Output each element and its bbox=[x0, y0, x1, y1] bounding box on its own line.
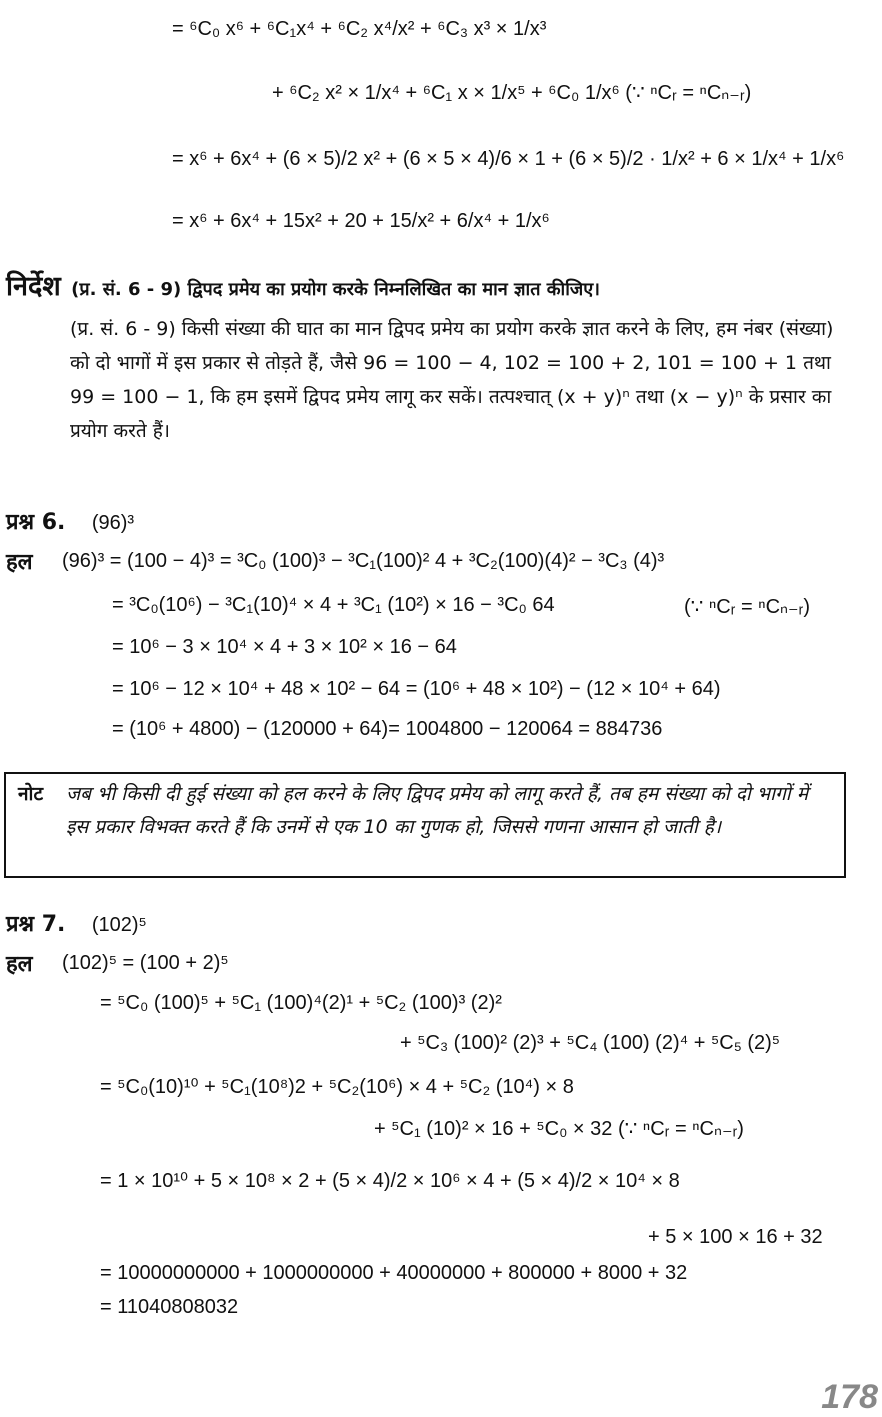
solution-6-line-3: = 10⁶ − 3 × 10⁴ × 4 + 3 × 10² × 16 − 64 bbox=[112, 636, 457, 658]
page-number: 178 bbox=[821, 1378, 878, 1416]
note-box bbox=[4, 772, 846, 878]
solution-7-line-3: + ⁵C₃ (100)² (2)³ + ⁵C₄ (100) (2)⁴ + ⁵C₅ (2)⁵ bbox=[400, 1032, 781, 1054]
solution-7-line-2: = ⁵C₀ (100)⁵ + ⁵C₁ (100)⁴(2)¹ + ⁵C₂ (100)³ (2)² bbox=[100, 992, 502, 1014]
note-label: नोट bbox=[18, 783, 44, 805]
direction-text: (प्र. सं. 6 - 9) द्विपद प्रमेय का प्रयोग करके निम्नलिखित का मान ज्ञात कीजिए। bbox=[71, 279, 601, 300]
direction-paragraph-text: (प्र. सं. 6 - 9) किसी संख्या की घात का मान द्विपद प्रमेय का प्रयोग करके ज्ञात करने के लिए, हम नंबर (संख्या) को दो भागों में इस प्रकार से तोड़ते हैं, जैसे 96 = 100 − 4, 102 = 100 + 2, 101 = 100 + 1 तथा 99 = 100 − 1, कि हम इसमें द्विपद प्रमेय लागू कर सकें। तत्पश्चात् (x + y)ⁿ तथा (x − y)ⁿ के प्रसार का प्रयोग करते हैं। bbox=[70, 318, 834, 442]
question-7-expression: (102)⁵ bbox=[91, 914, 147, 936]
note-text: जब भी किसी दी हुई संख्या को हल करने के लिए द्विपद प्रमेय को लागू करते हैं, तब हम संख्या को दो भागों में इस प्रकार विभक्त करते हैं कि उनमें से एक 10 का गुणक हो, जिससे गणना आसान हो जाती है। bbox=[66, 783, 809, 838]
solution-7-line-6: = 1 × 10¹⁰ + 5 × 10⁸ × 2 + (5 × 4)/2 × 10⁶ × 4 + (5 × 4)/2 × 10⁴ × 8 bbox=[100, 1170, 680, 1192]
direction-heading bbox=[6, 266, 600, 303]
solution-7-line-1: (102)⁵ = (100 + 2)⁵ bbox=[62, 952, 229, 974]
question-7-heading bbox=[6, 908, 147, 938]
question-6-heading bbox=[6, 506, 134, 536]
question-6-label: प्रश्न 6. bbox=[6, 510, 66, 535]
direction-paragraph bbox=[70, 312, 848, 448]
direction-title: निर्देश bbox=[6, 271, 61, 302]
solution-7-line-7: + 5 × 100 × 16 + 32 bbox=[648, 1226, 823, 1248]
solution-7-line-8: = 10000000000 + 1000000000 + 40000000 + 800000 + 8000 + 32 bbox=[100, 1262, 688, 1284]
solution-7-line-9: = 11040808032 bbox=[100, 1296, 239, 1318]
expansion-line-3: = x⁶ + 6x⁴ + (6 × 5)/2 x² + (6 × 5 × 4)/6 × 1 + (6 × 5)/2 · 1/x² + 6 × 1/x⁴ + 1/x⁶ bbox=[172, 148, 845, 170]
solution-6-line-2-note: (∵ ⁿCᵣ = ⁿCₙ₋ᵣ) bbox=[684, 596, 810, 618]
solution-6-line-4: = 10⁶ − 12 × 10⁴ + 48 × 10² − 64 = (10⁶ + 48 × 10²) − (12 × 10⁴ + 64) bbox=[112, 678, 721, 700]
solution-7-line-5: + ⁵C₁ (10)² × 16 + ⁵C₀ × 32 (∵ ⁿCᵣ = ⁿCₙ₋ᵣ) bbox=[374, 1118, 744, 1140]
question-7-label: प्रश्न 7. bbox=[6, 912, 66, 937]
expansion-line-4: = x⁶ + 6x⁴ + 15x² + 20 + 15/x² + 6/x⁴ + 1/x⁶ bbox=[172, 210, 550, 232]
solution-6-line-1: (96)³ = (100 − 4)³ = ³C₀ (100)³ − ³C₁(100)² 4 + ³C₂(100)(4)² − ³C₃ (4)³ bbox=[62, 550, 665, 572]
expansion-line-1: = ⁶C₀ x⁶ + ⁶C₁x⁴ + ⁶C₂ x⁴/x² + ⁶C₃ x³ × 1/x³ bbox=[172, 18, 547, 40]
solution-6-line-2: = ³C₀(10⁶) − ³C₁(10)⁴ × 4 + ³C₁ (10²) × 16 − ³C₀ 64 bbox=[112, 594, 555, 616]
solution-6-label: हल bbox=[6, 550, 33, 575]
question-6-expression: (96)³ bbox=[91, 512, 135, 534]
solution-7-line-4: = ⁵C₀(10)¹⁰ + ⁵C₁(10⁸)2 + ⁵C₂(10⁶) × 4 + ⁵C₂ (10⁴) × 8 bbox=[100, 1076, 574, 1098]
solution-7-label: हल bbox=[6, 952, 33, 977]
expansion-line-2: + ⁶C₂ x² × 1/x⁴ + ⁶C₁ x × 1/x⁵ + ⁶C₀ 1/x⁶ (∵ ⁿCᵣ = ⁿCₙ₋ᵣ) bbox=[272, 82, 752, 104]
solution-6-line-5: = (10⁶ + 4800) − (120000 + 64)= 1004800 − 120064 = 884736 bbox=[112, 718, 663, 740]
